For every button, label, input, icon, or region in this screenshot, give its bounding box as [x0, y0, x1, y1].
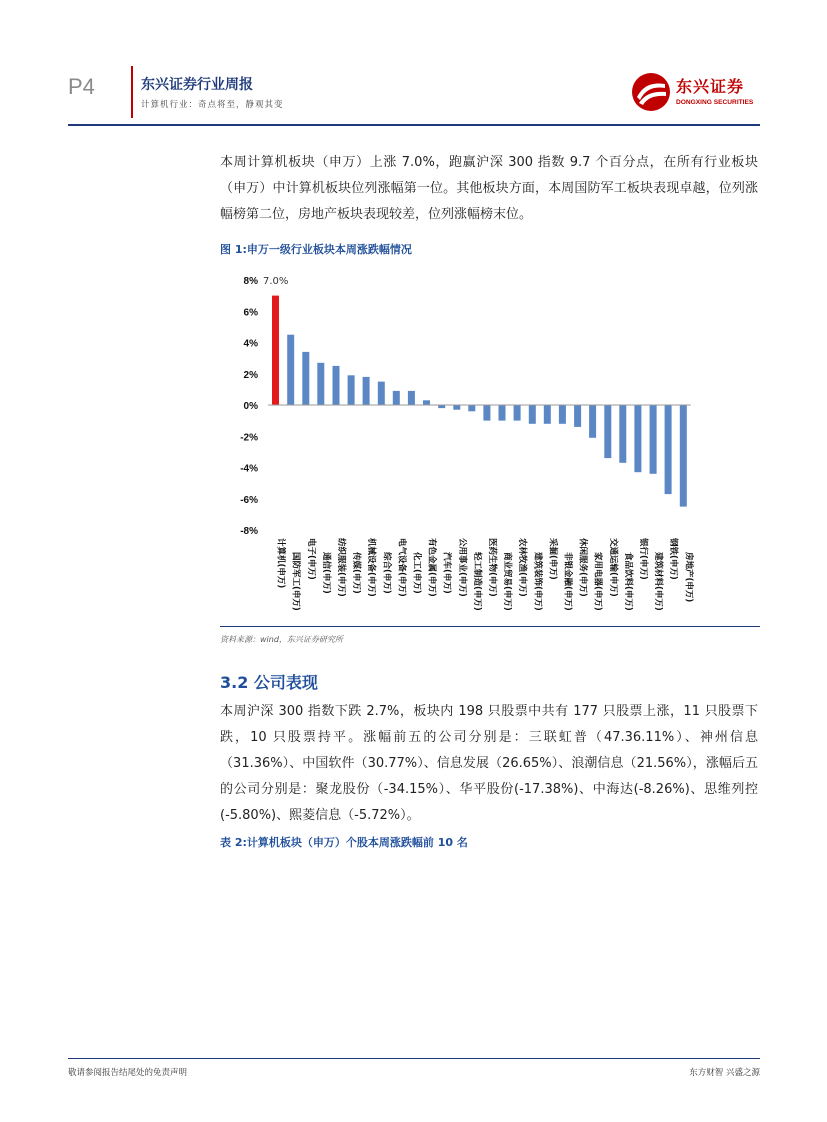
x-tick-label: 化工(申万): [411, 552, 422, 594]
x-tick-label: 电子(申万): [305, 538, 316, 580]
header-divider: [131, 66, 133, 118]
bar-20: [574, 405, 581, 427]
x-tick-label: 农林牧渔(申万): [517, 538, 528, 597]
x-tick-label: 休闲服务(申万): [577, 538, 588, 597]
y-tick-label: 4%: [243, 338, 258, 350]
report-subtitle: 计算机行业：奇点将至，静观其变: [141, 100, 284, 110]
x-tick-label: 非银金融(申万): [562, 552, 573, 611]
x-tick-label: 采掘(申万): [547, 538, 558, 580]
x-tick-label: 建筑材料(申万): [653, 552, 664, 611]
x-tick-label: 商业贸易(申万): [502, 552, 512, 611]
bar-6: [363, 377, 370, 405]
bar-4: [333, 366, 340, 405]
x-tick-label: 银行(申万): [637, 538, 648, 580]
figure-caption: 图 1:申万一级行业板块本周涨跌幅情况: [220, 243, 412, 256]
bar-18: [544, 405, 551, 424]
y-tick-label: -4%: [240, 463, 258, 475]
bar-15: [499, 405, 506, 421]
bar-13: [468, 405, 475, 411]
x-tick-label: 食品饮料(申万): [622, 552, 633, 611]
bar-17: [529, 405, 536, 424]
bar-8: [393, 391, 400, 405]
y-tick-label: 0%: [243, 401, 258, 412]
bar-1: [287, 335, 294, 405]
bar-21: [589, 405, 596, 438]
table-caption: 表 2:计算机板块（申万）个股本周涨跌幅前 10 名: [220, 836, 468, 849]
bar-3: [317, 363, 324, 405]
header-rule: [68, 124, 760, 126]
x-tick-label: 综合(申万): [381, 552, 392, 594]
y-tick-label: 8%: [243, 276, 258, 287]
y-tick-label: -8%: [240, 526, 258, 537]
footer-slogan: 东方财智 兴盛之源: [689, 1068, 760, 1078]
bar-22: [604, 405, 611, 458]
x-tick-label: 公用事业(申万): [456, 538, 467, 597]
bar-16: [514, 405, 521, 421]
figure-bottom-rule: [220, 626, 760, 627]
y-tick-label: -6%: [240, 494, 258, 506]
x-tick-label: 钢铁(申万): [668, 538, 679, 580]
page-number: P4: [68, 74, 95, 99]
x-tick-label: 医药生物(申万): [486, 538, 497, 597]
bar-25: [650, 405, 657, 474]
bar-27: [680, 405, 687, 507]
x-tick-label: 计算机(申万): [275, 538, 286, 589]
logo-text-cn: 东兴证券: [676, 77, 745, 96]
x-tick-label: 电气设备(申万): [396, 538, 407, 597]
x-tick-label: 房地产(申万): [683, 552, 694, 603]
bar-23: [619, 405, 626, 463]
data-label-top: 7.0%: [263, 276, 289, 287]
x-tick-label: 机械设备(申万): [366, 538, 377, 597]
x-tick-label: 建筑装饰(申万): [532, 552, 543, 611]
logo-text-en: DONGXING SECURITIES: [676, 99, 754, 106]
x-tick-label: 轻工制造(申万): [471, 552, 482, 611]
report-title: 东兴证券行业周报: [141, 77, 253, 93]
section-title: 3.2 公司表现: [220, 673, 318, 692]
company-paragraph: 本周沪深 300 指数下跌 2.7%，板块内 198 只股票中共有 177 只股票上涨，11 只股票下跌，10 只股票持平。涨幅前五的公司分别是：三联虹普（47.36.11%）、神州信息（31.36%）、中国软件（30.77%）、信息发展（26.65%）、浪潮信息（21.56%），涨幅后五的公司分别是：聚龙股份（-34.15%）、华平股份(-17.38%)、中海达(-8.26%)、思维列控(-5.80%)、熙菱信息（-5.72%）。: [220, 704, 758, 823]
bar-5: [348, 375, 355, 405]
industry-change-chart: [220, 262, 760, 632]
footer-disclaimer: 敬请参阅报告结尾处的免责声明: [68, 1068, 188, 1078]
bar-14: [483, 405, 490, 421]
x-tick-label: 传媒(申万): [351, 552, 362, 594]
x-tick-label: 交通运输(申万): [607, 538, 618, 597]
bar-7: [378, 382, 385, 405]
y-tick-label: 6%: [243, 307, 258, 319]
bar-9: [408, 391, 415, 405]
x-tick-label: 国防军工(申万): [290, 552, 301, 611]
bar-24: [634, 405, 641, 472]
x-tick-label: 纺织服装(申万): [336, 538, 346, 597]
x-tick-label: 有色金属(申万): [426, 538, 437, 597]
bar-0: [272, 296, 279, 405]
bar-2: [302, 352, 309, 405]
bar-26: [665, 405, 672, 494]
footer-rule: [68, 1058, 760, 1059]
y-tick-label: 2%: [243, 369, 258, 381]
bar-12: [453, 405, 460, 410]
intro-paragraph: 本周计算机板块（申万）上涨 7.0%，跑赢沪深 300 指数 9.7 个百分点，在所有行业板块（申万）中计算机板块位列涨幅第一位。其他板块方面，本周国防军工板块表现卓越，位列涨幅榜第二位，房地产板块表现较差，位列涨幅榜末位。: [220, 155, 758, 222]
bar-10: [423, 400, 430, 405]
x-tick-label: 家用电器(申万): [592, 552, 603, 611]
x-tick-label: 通信(申万): [320, 552, 331, 594]
x-tick-label: 汽车(申万): [441, 552, 452, 594]
y-tick-label: -2%: [240, 432, 258, 444]
bar-19: [559, 405, 566, 424]
figure-source: 资料来源：wind，东兴证券研究所: [220, 635, 343, 644]
